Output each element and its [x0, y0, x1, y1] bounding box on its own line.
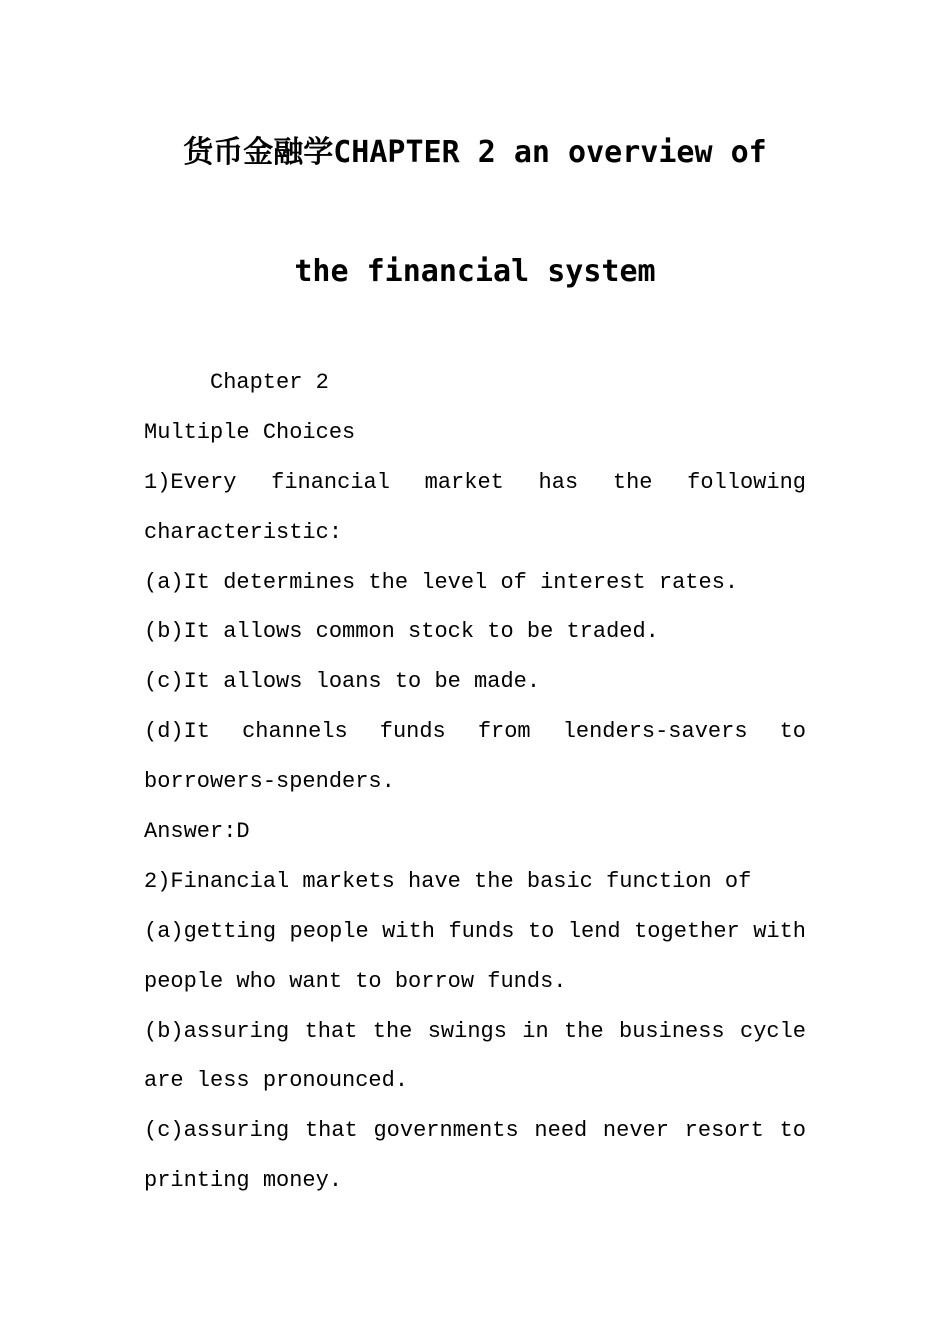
- document-title-line-1: 货币金融学CHAPTER 2 an overview of: [183, 135, 767, 170]
- question-1-answer: Answer:D: [144, 819, 250, 845]
- question-1-option-a: (a)It determines the level of interest rates.: [144, 569, 739, 595]
- question-1-option-c: (c)It allows loans to be made.: [144, 669, 541, 695]
- question-1-stem: 1)Every financial market has the following: [144, 469, 806, 495]
- question-2-option-c: (c)assuring that governments need never resort to: [144, 1118, 806, 1144]
- question-2-option-b-continued: are less pronounced.: [144, 1068, 409, 1094]
- question-2-option-a-continued: people who want to borrow funds.: [144, 968, 567, 994]
- document-title-line-2: the financial system: [294, 254, 656, 289]
- question-1-stem-continued: characteristic:: [144, 519, 343, 545]
- section-heading: Multiple Choices: [144, 419, 356, 445]
- question-2-stem: 2)Financial markets have the basic function of: [144, 868, 752, 894]
- document-body: [144, 358, 806, 1206]
- chapter-label: Chapter 2: [210, 370, 329, 395]
- question-1-option-d: (d)It channels funds from lenders-savers to: [144, 719, 806, 745]
- question-2-option-c-continued: printing money.: [144, 1168, 343, 1194]
- question-1-option-b: (b)It allows common stock to be traded.: [144, 619, 659, 645]
- question-2-option-b: (b)assuring that the swings in the business cycle: [144, 1018, 806, 1044]
- question-2-option-a: (a)getting people with funds to lend together with: [144, 918, 806, 944]
- question-1-option-d-continued: borrowers-spenders.: [144, 769, 395, 795]
